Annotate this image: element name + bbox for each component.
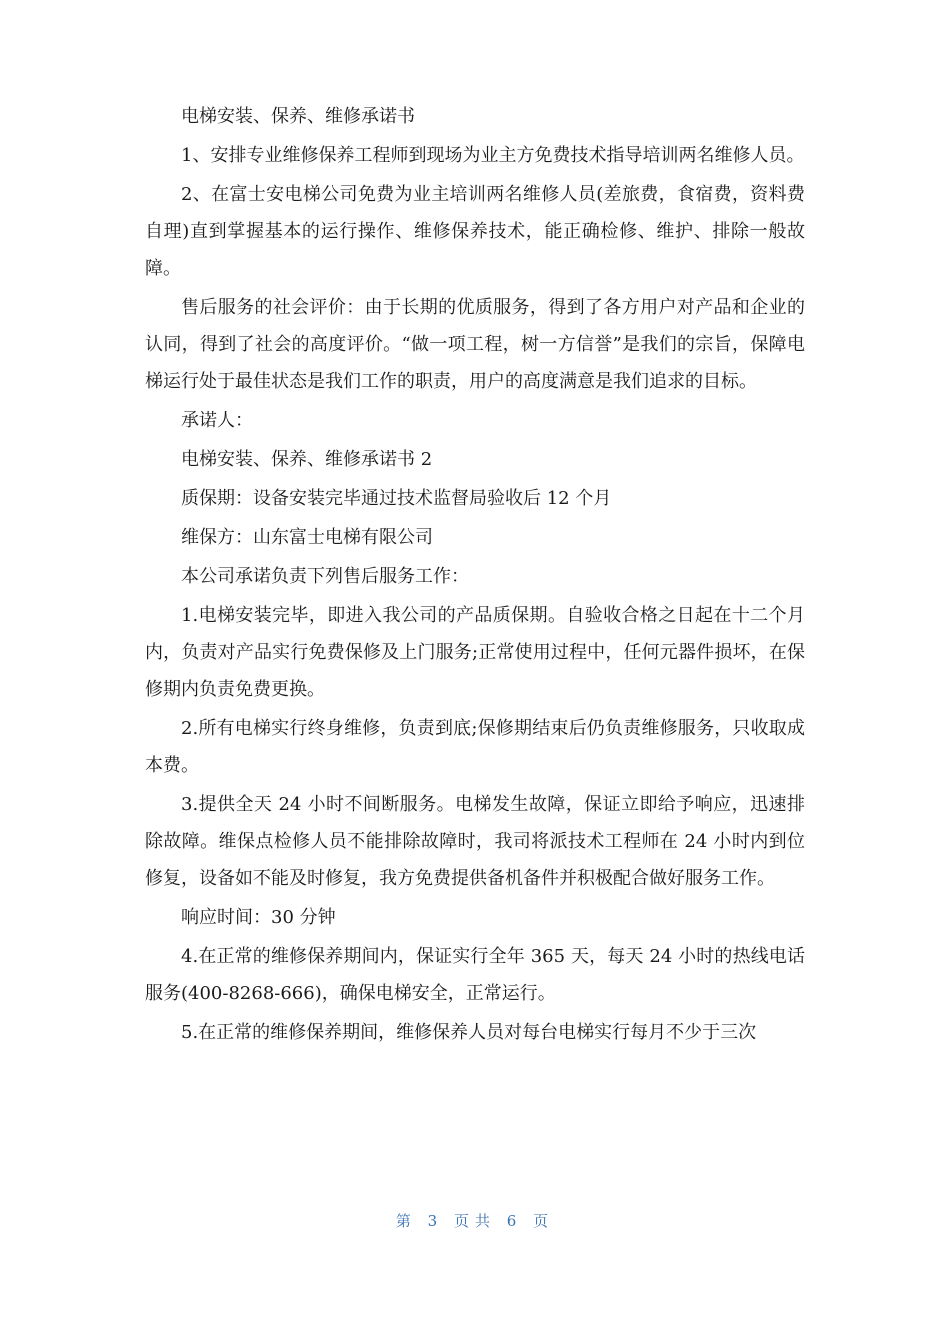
paragraph-training-onsite: 1、安排专业维修保养工程师到现场为业主方免费技术指导培训两名维修人员。 bbox=[181, 145, 805, 166]
paragraph-item-5: 5.在正常的维修保养期间，维修保养人员对每台电梯实行每月不少于三次 bbox=[181, 1022, 757, 1043]
paragraph-social-evaluation: 售后服务的社会评价：由于长期的优质服务，得到了各方用户对产品和企业的认同，得到了社会的高度评价。“做一项工程，树一方信誉”是我们的宗旨，保障电梯运行处于最佳状态是我们工作的职责，用户的高度满意是我们追求的目标。 bbox=[145, 297, 805, 392]
paragraph-training-company: 2、在富士安电梯公司免费为业主培训两名维修人员(差旅费，食宿费，资料费自理)直到掌握基本的运行操作、维修保养技术，能正确检修、维护、排除一般故障。 bbox=[145, 184, 805, 279]
paragraph-warranty-period: 质保期：设备安装完毕通过技术监督局验收后 12 个月 bbox=[181, 488, 612, 509]
paragraph-response-time: 响应时间：30 分钟 bbox=[181, 907, 336, 928]
paragraph-service-intro: 本公司承诺负责下列售后服务工作： bbox=[181, 566, 469, 587]
paragraph-promisor: 承诺人： bbox=[181, 410, 253, 431]
paragraph-item-1: 1.电梯安装完毕，即进入我公司的产品质保期。自验收合格之日起在十二个月内，负责对产品实行免费保修及上门服务;正常使用过程中，任何元器件损坏，在保修期内负责免费更换。 bbox=[145, 605, 805, 700]
paragraph-item-3: 3.提供全天 24 小时不间断服务。电梯发生故障，保证立即给予响应，迅速排除故障。维保点检修人员不能排除故障时，我司将派技术工程师在 24 小时内到位修复，设备如不能及时修复，我方免费提供备机备件并积极配合做好服务工作。 bbox=[145, 794, 805, 889]
doc-subtitle-2: 电梯安装、保养、维修承诺书 2 bbox=[181, 449, 433, 470]
page-number-label: 第 3 页共 6 页 bbox=[395, 1212, 555, 1230]
paragraph-item-2: 2.所有电梯实行终身维修，负责到底;保修期结束后仍负责维修服务，只收取成本费。 bbox=[145, 718, 805, 776]
doc-title: 电梯安装、保养、维修承诺书 bbox=[181, 106, 415, 127]
paragraph-item-4: 4.在正常的维修保养期间内，保证实行全年 365 天，每天 24 小时的热线电话服务(400-8268-666)，确保电梯安全，正常运行。 bbox=[145, 946, 805, 1004]
document-body bbox=[145, 98, 805, 1053]
page-footer bbox=[0, 1210, 950, 1231]
paragraph-maintainer: 维保方：山东富士电梯有限公司 bbox=[181, 527, 433, 548]
